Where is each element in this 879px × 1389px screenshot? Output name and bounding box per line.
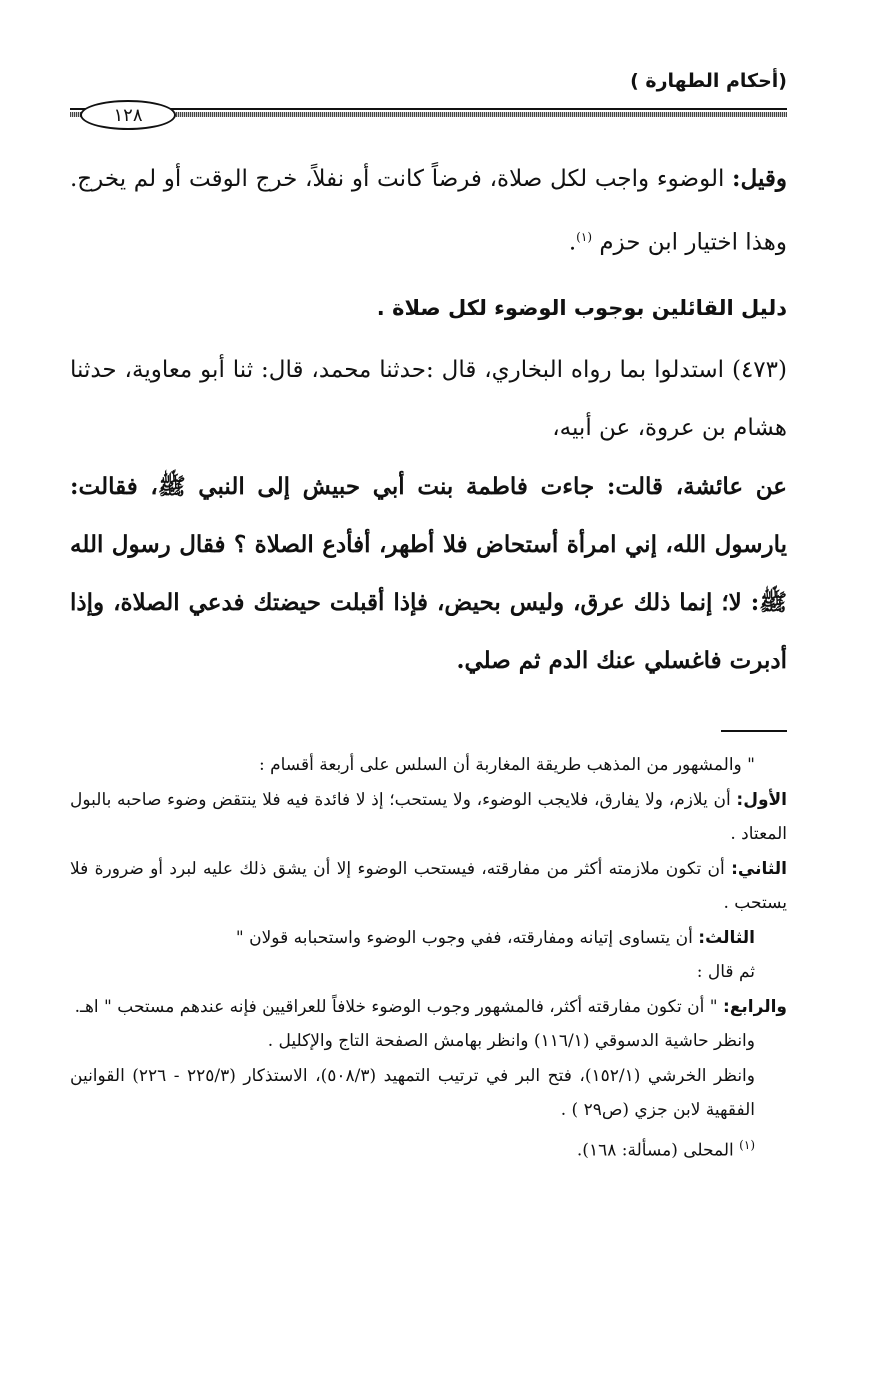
paragraph-lead: وقيل: [732,165,787,192]
footnote-third [70,921,787,956]
paragraph-opinion [70,150,787,272]
paragraph-end: . [568,229,577,256]
section-heading: دليل القائلين بوجوب الوضوء لكل صلاة . [376,296,787,320]
footnote-note-1 [70,1128,787,1168]
paragraph-isnad: (٤٧٣) استدلوا بما رواه البخاري، قال :حدثنا محمد، قال: ثنا أبو معاوية، حدثنا هشام بن عروة، عن أبيه، [70,357,787,441]
footnote-reference: (١) [576,230,592,244]
footnote-text: أن يلازم، ولا يفارق، فلايجب الوضوء، ولا يستحب؛ إذ لا فائدة فيه فلا ينتقض وضوء صاحبه بالبول المعتاد . [70,789,787,844]
footnote-label: الثاني: [731,858,787,879]
footnote-reference-2: وانظر الخرشي (١٥٢/١)، فتح البر في ترتيب التمهيد (٥٠٨/٣)، الاستذكار (٢٢٥/٣ - ٢٢٦) القوانين الفقهية لابن جزي (ص٢٩ ) . [70,1065,755,1120]
footnote-text: المحلى (مسألة: ١٦٨). [576,1140,740,1161]
header-rule [70,108,787,118]
header-rule-line [70,108,787,110]
footnote-reference-1: وانظر حاشية الدسوقي (١١٦/١) وانظر بهامش الصفحة التاج والإكليل . [267,1031,755,1051]
footnote-intro: " والمشهور من المذهب طريقة المغاربة أن السلس على أربعة أقسام : [258,755,755,775]
footnote-then-said: ثم قال : [696,962,755,982]
footnote-label: الأول: [736,789,787,810]
footnote-label: والرابع: [723,996,787,1017]
footnote-separator [721,730,787,732]
header-rule-band [70,112,787,117]
footnote-label: الثالث: [698,927,755,948]
running-title: (أحكام الطهارة ) [630,70,787,92]
footnote-text: أن يتساوى إتيانه ومفارقته، ففي وجوب الوضوء واستحبابه قولان " [235,927,699,948]
footnote-first [70,783,787,852]
footnote-fourth [70,990,787,1025]
footnotes [70,748,787,1168]
footnote-text: أن تكون ملازمته أكثر من مفارقته، فيستحب الوضوء إلا أن يشق ذلك عليه لبرد أو ضرورة فلا يستحب . [70,858,787,913]
page-number: ١٢٨ [80,100,176,130]
footnote-text: " أن تكون مفارقته أكثر، فالمشهور وجوب الوضوء خلافاً للعراقيين فإنه عندهم مستحب " اهـ. [74,996,724,1017]
footnote-number: (١) [739,1137,755,1152]
paragraph-hadith: عن عائشة، قالت: جاءت فاطمة بنت أبي حبيش إلى النبي ﷺ، فقالت: يارسول الله، إني امرأة أستحاض فلا أطهر، أفأدع الصلاة ؟ فقال رسول الله ﷺ: لا؛ إنما ذلك عرق، وليس بحيض، فإذا أقبلت حيضتك فدعي الصلاة، وإذا أدبرت فاغسلي عنك الدم ثم صلي. [70,473,787,674]
footnote-second [70,852,787,921]
paragraph-text: الوضوء واجب لكل صلاة، فرضاً كانت أو نفلاً، خرج الوقت أو لم يخرج. وهذا اختيار ابن حزم [70,166,787,256]
